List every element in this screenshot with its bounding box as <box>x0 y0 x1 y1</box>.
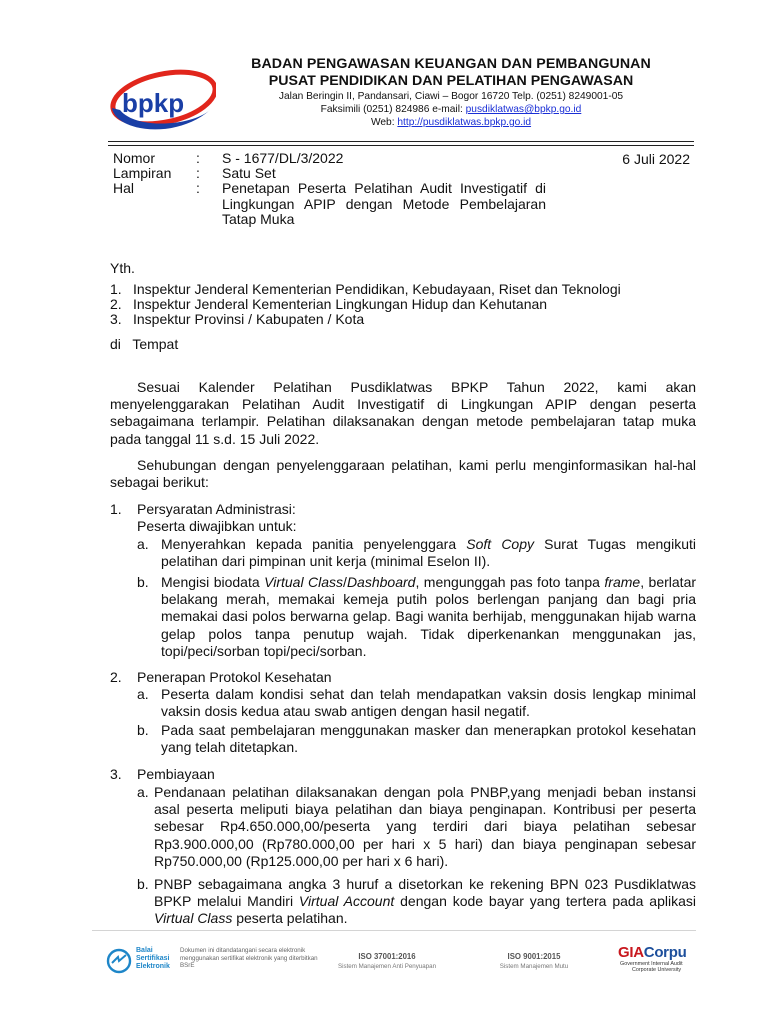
iso-9001-subtitle: Sistem Manajemen Mutu <box>499 963 569 970</box>
lampiran-value: Satu Set <box>222 165 276 181</box>
nomor-label: Nomor <box>113 150 156 166</box>
footer <box>92 930 696 986</box>
recipient-item: Inspektur Jenderal Kementerian Pendidikan, Kebudayaan, Riset dan Teknologi <box>133 281 621 297</box>
item-text: / <box>343 574 347 590</box>
item-text: peserta pelatihan. <box>232 910 348 927</box>
lampiran-colon: : <box>196 165 200 181</box>
item-text-italic: Dashboard <box>346 574 416 590</box>
letterhead-divider-bottom <box>108 145 694 146</box>
item-pnbp <box>154 876 696 928</box>
item-pendanaan: Pendanaan pelatihan dilaksanakan dengan pola PNBP,yang menjadi beban instansi asal peserta meliputi biaya pelatihan dan biaya penginapan. Kontribusi per peserta sebesar Rp4.650.000,00/peserta yang terdiri dari biaya pelatihan sebesar Rp3.900.000,00 (Rp780.000,00 per hari x 5 hari) dan biaya penginapan sebesar Rp750.000,00 (Rp125.000,00 per hari x 6 hari). <box>154 784 696 869</box>
iso-37001-title: ISO 37001:2016 <box>358 952 416 961</box>
iso-37001-subtitle: Sistem Manajemen Anti Penyuapan <box>337 963 437 970</box>
item-text: , berlatar belakang merah, memakai kemeja putih polos berlengan panjang dan bagi pria memakai dasi polos berwarna gelap. Bagi wanita berhijab, menggunakan hijab warna gelap polos tanpa penutup wajah. Tidak diperkenankan menggunakan jas, topi/peci/sorban topi/peci/sorban. <box>161 574 697 659</box>
item-text: dengan kode bayar yang tertera pada aplikasi <box>394 893 697 910</box>
item-text: PNBP sebagaimana angka 3 huruf a disetorkan ke rekening BPN 023 Pusdiklatwas BPKP melalui Mandiri <box>154 876 696 910</box>
bse-name-line: Sertifikasi <box>136 955 170 962</box>
item-label: a. <box>137 784 149 800</box>
recipient-number: 1. <box>110 281 122 297</box>
item-text-italic: Virtual Class <box>154 910 233 927</box>
section-title-administrasi: Persyaratan Administrasi: <box>137 501 296 517</box>
gia-corpu-logo <box>618 944 686 961</box>
recipient-number: 2. <box>110 296 122 312</box>
section-number: 1. <box>110 501 122 517</box>
recipient-item: Inspektur Jenderal Kementerian Lingkungan Hidup dan Kehutanan <box>133 296 548 312</box>
item-text: Mengisi biodata <box>161 574 265 590</box>
gia-subtitle: Corporate University <box>632 967 682 973</box>
item-biodata <box>161 574 696 660</box>
item-vaksin: Peserta dalam kondisi sehat dan telah mendapatkan vaksin dosis lengkap minimal vaksin dosis kedua atau swab antigen dengan hasil negatif. <box>161 686 696 720</box>
letterhead <box>240 56 662 129</box>
section-intro: Peserta diwajibkan untuk: <box>137 518 297 534</box>
item-label: a. <box>137 536 149 552</box>
recipient-place: di Tempat <box>110 336 179 352</box>
section-number: 2. <box>110 669 122 685</box>
contact-line <box>240 103 662 116</box>
section-title-protokol: Penerapan Protokol Kesehatan <box>137 669 332 685</box>
lampiran-label: Lampiran <box>113 165 172 181</box>
bse-name-line: Elektronik <box>136 963 170 970</box>
footer-divider <box>92 930 696 931</box>
item-label: a. <box>137 686 149 702</box>
paragraph-intro: Sesuai Kalender Pelatihan Pusdiklatwas BPKP Tahun 2022, kami akan menyelenggarakan Pelatihan Audit Investigatif di Lingkungan APIP dengan peserta sebagaimana terlampir. Pelatihan dilaksanakan dengan metode pembelajaran tatap muka pada tanggal 11 s.d. 15 Juli 2022. <box>110 379 696 447</box>
hal-colon: : <box>196 180 200 196</box>
recipient-item: Inspektur Provinsi / Kabupaten / Kota <box>133 311 365 327</box>
item-label: b. <box>137 722 149 738</box>
hal-label: Hal <box>113 180 135 196</box>
bse-note: Dokumen ini ditandatangani secara elektronik menggunakan sertifikat elektronik yang diterbitkan BSrE <box>180 947 318 969</box>
org-name: BADAN PENGAWASAN KEUANGAN DAN PEMBANGUNAN <box>251 56 651 72</box>
nomor-value: S - 1677/DL/3/2022 <box>222 150 344 166</box>
bse-logo-icon <box>106 948 132 974</box>
email-link[interactable]: pusdiklatwas@bpkp.go.id <box>465 104 582 115</box>
salutation: Yth. <box>110 260 135 276</box>
bpkp-logo <box>106 68 216 136</box>
letterhead-divider-top <box>108 141 694 142</box>
nomor-colon: : <box>196 150 200 166</box>
bse-name-line: Balai <box>136 947 153 954</box>
item-text-italic: Virtual Account <box>298 893 395 910</box>
item-text-italic: Virtual Class <box>264 574 344 590</box>
address: Jalan Beringin II, Pandansari, Ciawi – Bogor 16720 Telp. (0251) 8249001-05 <box>278 91 624 102</box>
section-number: 3. <box>110 766 122 782</box>
gia-logo-text: GIA <box>618 944 644 961</box>
item-text-italic: Soft Copy <box>466 536 535 552</box>
item-label: b. <box>137 876 149 892</box>
hal-value: Penetapan Peserta Pelatihan Audit Investigatif di Lingkungan APIP dengan Metode Pembelajaran Tatap Muka <box>222 180 546 227</box>
paragraph-info: Sehubungan dengan penyelenggaraan pelatihan, kami perlu menginformasikan hal-hal sebagai berikut: <box>110 457 696 491</box>
item-text-italic: frame <box>604 574 641 590</box>
section-title-pembiayaan: Pembiayaan <box>137 766 215 782</box>
fax-text: Faksimili (0251) 824986 e-mail: <box>320 104 466 115</box>
item-text: Surat Tugas mengikuti pelatihan dari pimpinan unit kerja (minimal Eselon II). <box>161 536 696 570</box>
item-label: b. <box>137 574 149 590</box>
item-masker: Pada saat pembelajaran menggunakan masker dan menerapkan protokol kesehatan yang telah ditetapkan. <box>161 722 696 756</box>
item-text: Menyerahkan kepada panitia penyelenggara <box>161 536 467 552</box>
recipient-number: 3. <box>110 311 122 327</box>
iso-9001-title: ISO 9001:2015 <box>507 952 561 961</box>
item-soft-copy <box>161 536 696 570</box>
org-unit: PUSAT PENDIDIKAN DAN PELATIHAN PENGAWASAN <box>268 73 634 89</box>
letter-date: 6 Juli 2022 <box>622 151 690 167</box>
web-line <box>240 116 662 129</box>
logo-text: bpkp <box>122 88 185 118</box>
corpu-logo-text: Corpu <box>643 944 687 961</box>
gia-subtitle: Government Internal Audit <box>620 961 683 967</box>
web-link[interactable]: http://pusdiklatwas.bpkp.go.id <box>397 117 532 128</box>
item-text: , mengunggah pas foto tanpa <box>415 574 605 590</box>
bse-name <box>136 947 170 971</box>
web-label: Web: <box>370 117 398 128</box>
